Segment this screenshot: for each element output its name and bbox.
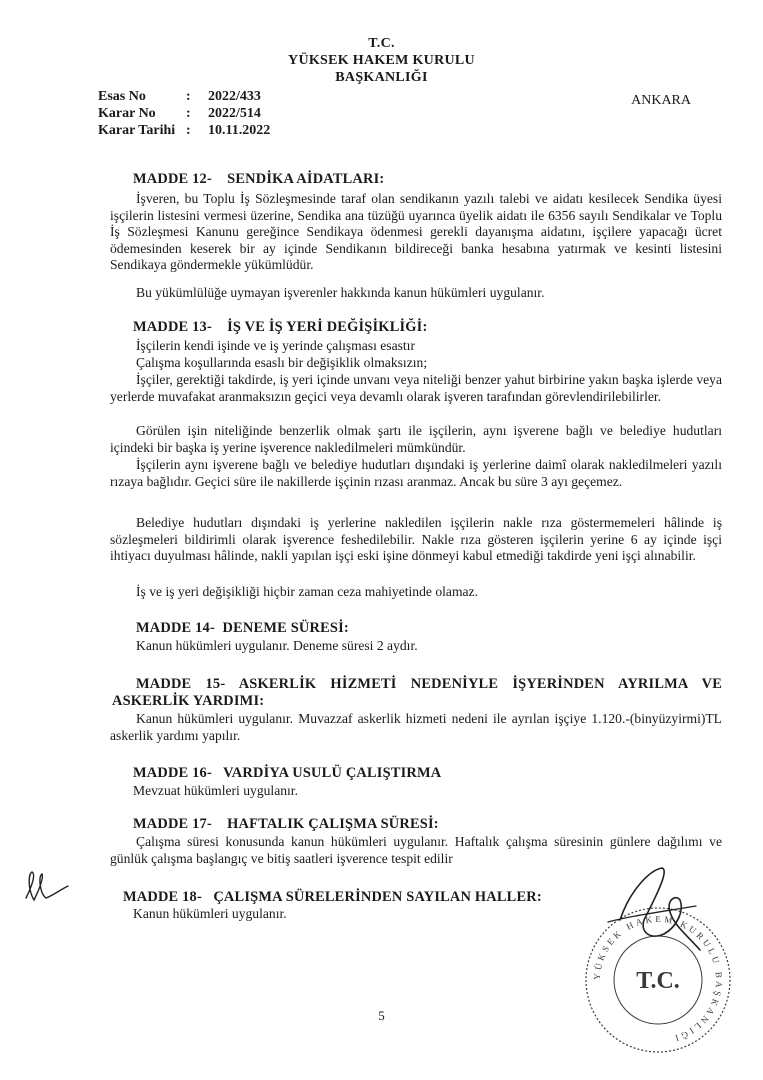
article-18-title: MADDE 18- ÇALIŞMA SÜRELERİNDEN SAYILAN HALLER: — [123, 889, 542, 905]
article-13-title: MADDE 13- İŞ VE İŞ YERİ DEĞİŞİKLİĞİ: — [133, 319, 428, 335]
seal-center-text: T.C. — [636, 968, 680, 994]
header-presidency: BAŞKANLIĞI — [335, 70, 428, 85]
header-institution: YÜKSEK HAKEM KURULU — [288, 53, 475, 68]
article-13-line-1: İşçilerin kendi işinde ve iş yerinde çalışması esastır — [136, 338, 415, 353]
authority-signature — [600, 860, 710, 960]
article-18-text: Kanun hükümleri uygulanır. — [133, 906, 287, 921]
header-city: ANKARA — [631, 93, 691, 108]
meta-sep: : — [186, 106, 191, 121]
meta-label: Esas No — [98, 89, 146, 104]
meta-value: 2022/514 — [208, 106, 261, 121]
article-17-title: MADDE 17- HAFTALIK ÇALIŞMA SÜRESİ: — [133, 816, 439, 832]
article-13-paragraph-3: İşçiler, gerektiği takdirde, iş yeri içinde unvanı veya niteliği benzer yahut birbirine yakın başka işlerde veya yerlerde muvafakat aranmaksızın geçici veya devamlı olarak işveren tarafından görevlendirilebilirler. — [110, 372, 722, 404]
meta-value: 10.11.2022 — [208, 123, 271, 138]
article-12-title: MADDE 12- SENDİKA AİDATLARI: — [133, 171, 385, 187]
meta-karar-tarihi — [98, 123, 270, 139]
meta-karar-no — [98, 106, 261, 122]
meta-label: Karar Tarihi — [98, 123, 176, 138]
meta-sep: : — [186, 123, 191, 138]
meta-esas-no — [98, 89, 261, 105]
page-number: 5 — [378, 1008, 385, 1023]
margin-initials-signature — [22, 868, 72, 906]
header-tc: T.C. — [368, 36, 395, 51]
meta-label: Karar No — [98, 106, 156, 121]
article-13-paragraph-6: Belediye hudutları dışındaki iş yerlerine nakledilen işçilerin nakle rıza göstermemeleri hâlinde iş sözleşmeleri bildirimli olarak işverence feshedilebilir. Nakle rıza gösteren işçilerin yerine 6 ay içinde işçi ihtiyacı duyulması hâlinde, nakli yapılan işçi eski işine dönmeyi kabul etmediği takdirde yeni işçi alınabilir. — [110, 515, 722, 563]
article-12-paragraph-2: Bu yükümlülüğe uymayan işverenler hakkında kanun hükümleri uygulanır. — [136, 285, 545, 300]
article-13-paragraph-4: Görülen işin niteliğinde benzerlik olmak şartı ile işçilerin, aynı işverene bağlı ve belediye hudutları içindeki bir başka iş yerine işverence nakledilmeleri mümkündür. — [110, 423, 722, 455]
meta-sep: : — [186, 89, 191, 104]
article-15-title-line-1: MADDE 15- ASKERLİK HİZMETİ NEDENİYLE İŞYERİNDEN AYRILMA VE — [136, 676, 722, 692]
article-16-title: MADDE 16- VARDİYA USULÜ ÇALIŞTIRMA — [133, 765, 442, 781]
article-13-line-2: Çalışma koşullarında esaslı bir değişiklik olmaksızın; — [136, 355, 428, 370]
article-15-text: Kanun hükümleri uygulanır. Muvazzaf askerlik hizmeti nedeni ile ayrılan işçiye 1.120.-(binyüzyirmi)TL askerlik yardımı yapılır. — [110, 711, 722, 743]
article-14-text: Kanun hükümleri uygulanır. Deneme süresi 2 aydır. — [136, 638, 418, 653]
article-15-title-line-2: ASKERLİK YARDIMI: — [112, 693, 265, 709]
article-14-title: MADDE 14- DENEME SÜRESİ: — [136, 620, 349, 636]
article-16-text: Mevzuat hükümleri uygulanır. — [133, 783, 298, 798]
article-17-text: Çalışma süresi konusunda kanun hükümleri uygulanır. Haftalık çalışma süresinin günlere dağılımı ve günlük çalışma başlangıç ve bitiş saatleri işverence tespit edilir — [110, 834, 722, 866]
seal-ring-text: YÜKSEK HAKEM KURULU BAŞKANLIĞI — [591, 913, 725, 1045]
meta-value: 2022/433 — [208, 89, 261, 104]
article-12-paragraph-1: İşveren, bu Toplu İş Sözleşmesinde taraf olan sendikanın yazılı talebi ve aidatı kesilecek Sendika üyesi işçilerin listesini vermesi üzerine, Sendika ana tüzüğü uyarınca üyelik aidatı ile 6356 sayılı Sendikalar ve Toplu İş Sözleşmesi Kanunu gereğince Sendikaya ödenmesi gerekli dayanışma aidatını, işçilere yapacağı ücret ödemesinden keserek bir ay içinde Sendikanın bildireceği banka hesabına yatırmak ve kesinti listesini Sendikaya göndermekle yükümlüdür. — [110, 191, 722, 272]
article-13-paragraph-5: İşçilerin aynı işverene bağlı ve belediye hudutları dışındaki iş yerlerine daimî olarak nakledilmeleri yazılı rızaya bağlıdır. Geçici süre ile nakillerde işçinin rızası aranmaz. Ancak bu süre 3 ayı geçemez. — [110, 457, 722, 489]
article-13-line-7: İş ve iş yeri değişikliği hiçbir zaman ceza mahiyetinde olamaz. — [136, 584, 478, 599]
